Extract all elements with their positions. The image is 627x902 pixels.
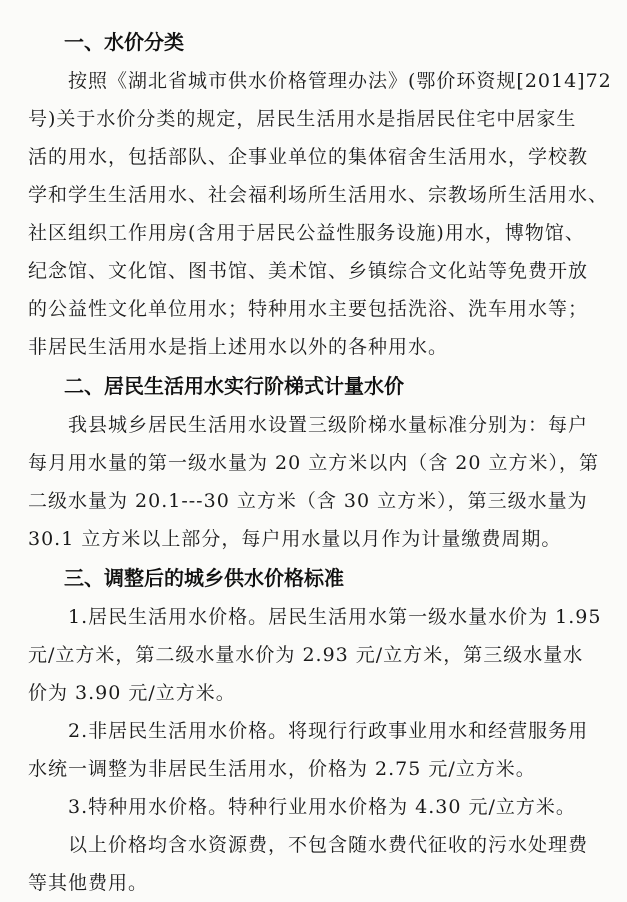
text-line: 的公益性文化单位用水；特种用水主要包括洗浴、洗车用水等；	[28, 298, 589, 320]
section-adjusted-price-standards	[28, 558, 613, 902]
section-water-price-classification	[28, 22, 613, 366]
text-line: 号)关于水价分类的规定，居民生活用水是指居民住宅中居家生	[28, 108, 577, 130]
paragraph-non-residential-price	[28, 712, 613, 788]
text-line: 纪念馆、文化馆、图书馆、美术馆、乡镇综合文化站等免费开放	[28, 260, 589, 282]
paragraph	[28, 62, 613, 366]
text-line: 非居民生活用水是指上述用水以外的各种用水。	[28, 336, 449, 358]
paragraph-price-note	[28, 826, 613, 902]
paragraph-special-water-price	[28, 788, 613, 826]
text-line: 等其他费用。	[28, 872, 149, 894]
paragraph	[28, 406, 613, 558]
text-line: 以上价格均含水资源费，不包含随水费代征收的污水处理费	[68, 834, 589, 856]
text-line: 社区组织工作用房(含用于居民公益性服务设施)用水，博物馆、	[28, 222, 585, 244]
text-line: 我县城乡居民生活用水设置三级阶梯水量标准分别为：每户	[68, 414, 589, 436]
text-line: 二级水量为 20.1---30 立方米（含 30 立方米），第三级水量为	[28, 490, 588, 512]
section-tiered-residential-pricing	[28, 366, 613, 558]
text-line: 3.特种用水价格。特种行业用水价格为 4.30 元/立方米。	[68, 796, 576, 818]
text-line: 水统一调整为非居民生活用水，价格为 2.75 元/立方米。	[28, 758, 536, 780]
section-heading: 二、居民生活用水实行阶梯式计量水价	[64, 374, 404, 398]
text-line: 学和学生生活用水、社会福利场所生活用水、宗教场所生活用水、	[28, 184, 609, 206]
text-line: 2.非居民生活用水价格。将现行行政事业用水和经营服务用	[68, 720, 589, 742]
text-line: 元/立方米，第二级水量水价为 2.93 元/立方米，第三级水量水	[28, 644, 584, 666]
paragraph-residential-price	[28, 598, 613, 712]
text-line: 活的用水，包括部队、企事业单位的集体宿舍生活用水，学校教	[28, 146, 589, 168]
section-heading: 一、水价分类	[64, 30, 184, 54]
text-line: 价为 3.90 元/立方米。	[28, 682, 236, 704]
text-line: 每月用水量的第一级水量为 20 立方米以内（含 20 立方米），第	[28, 452, 600, 474]
text-line: 30.1 立方米以上部分，每户用水量以月作为计量缴费周期。	[28, 528, 562, 550]
text-line: 1.居民生活用水价格。居民生活用水第一级水量水价为 1.95	[68, 606, 602, 628]
section-heading: 三、调整后的城乡供水价格标准	[64, 566, 344, 590]
text-line: 按照《湖北省城市供水价格管理办法》(鄂价环资规[2014]72	[68, 70, 612, 92]
